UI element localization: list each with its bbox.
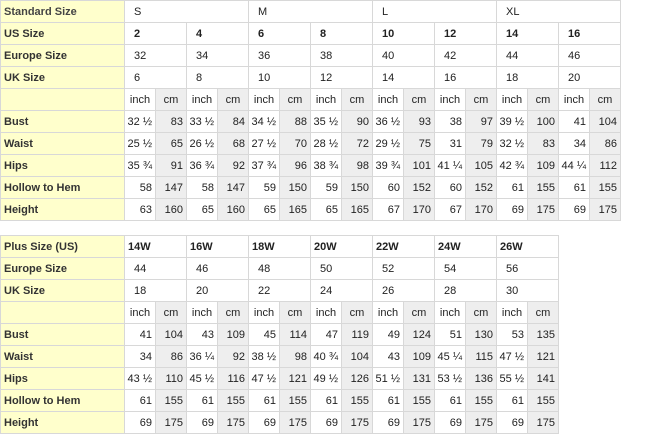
unit-cell: inch [311, 89, 342, 111]
europe-size-cell: 44 [497, 45, 559, 67]
waist-cell: 25 ½ [125, 133, 156, 155]
plus-size-title: Plus Size (US) [1, 236, 125, 258]
hips-cell: 37 ¾ [249, 155, 280, 177]
height-cell: 69 [311, 412, 342, 434]
hips-cell: 41 ¼ [435, 155, 466, 177]
hollow-cell: 61 [311, 390, 342, 412]
hips-cell: 109 [528, 155, 559, 177]
height-cell: 69 [559, 199, 590, 221]
hips-cell: 105 [466, 155, 497, 177]
uk-size-cell: 6 [125, 67, 187, 89]
height-cell: 67 [373, 199, 404, 221]
us-size-cell: 6 [249, 23, 311, 45]
waist-cell: 34 [125, 346, 156, 368]
plus-bust-row [1, 324, 559, 346]
waist-cell: 27 ½ [249, 133, 280, 155]
plus-europe-cell: 48 [249, 258, 311, 280]
plus-unit-row [1, 302, 559, 324]
waist-cell: 86 [590, 133, 621, 155]
bust-cell: 41 [559, 111, 590, 133]
hips-cell: 53 ½ [435, 368, 466, 390]
waist-cell: 32 ½ [497, 133, 528, 155]
bust-cell: 93 [404, 111, 435, 133]
waist-cell: 115 [466, 346, 497, 368]
europe-size-label: Europe Size [1, 45, 125, 67]
europe-size-cell: 40 [373, 45, 435, 67]
uk-size-cell: 14 [373, 67, 435, 89]
bust-cell: 41 [125, 324, 156, 346]
hips-row [1, 155, 621, 177]
unit-cell: inch [373, 89, 404, 111]
hips-label: Hips [1, 155, 125, 177]
us-size-cell: 16 [559, 23, 621, 45]
uk-size-cell: 16 [435, 67, 497, 89]
bust-cell: 97 [466, 111, 497, 133]
waist-cell: 92 [218, 346, 249, 368]
plus-hollow-to-hem-label: Hollow to Hem [1, 390, 125, 412]
letter-size-s: S [125, 1, 249, 23]
plus-size-cell: 14W [125, 236, 187, 258]
uk-size-row [1, 67, 621, 89]
bust-cell: 119 [342, 324, 373, 346]
plus-size-cell: 22W [373, 236, 435, 258]
uk-size-cell: 20 [559, 67, 621, 89]
waist-cell: 26 ½ [187, 133, 218, 155]
hips-cell: 96 [280, 155, 311, 177]
europe-size-cell: 46 [559, 45, 621, 67]
letter-size-m: M [249, 1, 373, 23]
unit-row [1, 89, 621, 111]
height-cell: 175 [280, 412, 311, 434]
hips-cell: 43 ½ [125, 368, 156, 390]
us-size-cell: 14 [497, 23, 559, 45]
hips-cell: 55 ½ [497, 368, 528, 390]
height-cell: 175 [218, 412, 249, 434]
bust-cell: 53 [497, 324, 528, 346]
waist-cell: 68 [218, 133, 249, 155]
plus-size-cell: 18W [249, 236, 311, 258]
europe-size-row [1, 45, 621, 67]
height-cell: 65 [249, 199, 280, 221]
plus-europe-cell: 44 [125, 258, 187, 280]
hollow-cell: 155 [404, 390, 435, 412]
hips-cell: 92 [218, 155, 249, 177]
height-cell: 69 [373, 412, 404, 434]
height-cell: 165 [342, 199, 373, 221]
waist-cell: 31 [435, 133, 466, 155]
hollow-cell: 58 [125, 177, 156, 199]
height-cell: 170 [404, 199, 435, 221]
bust-cell: 124 [404, 324, 435, 346]
unit-cell: inch [435, 302, 466, 324]
unit-cell: cm [528, 89, 559, 111]
plus-europe-size-label: Europe Size [1, 258, 125, 280]
unit-cell: cm [218, 302, 249, 324]
hips-cell: 38 ¾ [311, 155, 342, 177]
hollow-cell: 155 [218, 390, 249, 412]
hollow-cell: 59 [311, 177, 342, 199]
us-size-row [1, 23, 621, 45]
uk-size-cell: 10 [249, 67, 311, 89]
plus-size-table [0, 235, 559, 434]
waist-cell: 104 [342, 346, 373, 368]
hollow-cell: 155 [466, 390, 497, 412]
height-cell: 165 [280, 199, 311, 221]
plus-size-cell: 16W [187, 236, 249, 258]
plus-hips-label: Hips [1, 368, 125, 390]
hollow-cell: 61 [249, 390, 280, 412]
bust-cell: 114 [280, 324, 311, 346]
plus-height-row [1, 412, 559, 434]
hips-cell: 47 ½ [249, 368, 280, 390]
waist-cell: 79 [466, 133, 497, 155]
hips-cell: 126 [342, 368, 373, 390]
waist-cell: 28 ½ [311, 133, 342, 155]
bust-row [1, 111, 621, 133]
waist-label: Waist [1, 133, 125, 155]
height-cell: 175 [590, 199, 621, 221]
plus-uk-cell: 18 [125, 280, 187, 302]
hips-cell: 131 [404, 368, 435, 390]
bust-cell: 49 [373, 324, 404, 346]
height-cell: 69 [497, 199, 528, 221]
height-cell: 170 [466, 199, 497, 221]
hollow-cell: 61 [125, 390, 156, 412]
uk-size-cell: 18 [497, 67, 559, 89]
us-size-cell: 12 [435, 23, 497, 45]
plus-height-label: Height [1, 412, 125, 434]
height-cell: 69 [497, 412, 528, 434]
unit-cell: inch [435, 89, 466, 111]
hips-cell: 39 ¾ [373, 155, 404, 177]
bust-label: Bust [1, 111, 125, 133]
hips-cell: 35 ¾ [125, 155, 156, 177]
hollow-cell: 58 [187, 177, 218, 199]
waist-cell: 98 [280, 346, 311, 368]
uk-size-cell: 8 [187, 67, 249, 89]
waist-cell: 121 [528, 346, 559, 368]
bust-cell: 51 [435, 324, 466, 346]
unit-cell: cm [404, 89, 435, 111]
bust-cell: 135 [528, 324, 559, 346]
hips-cell: 112 [590, 155, 621, 177]
letter-size-row [1, 1, 621, 23]
plus-uk-cell: 30 [497, 280, 559, 302]
us-size-cell: 8 [311, 23, 373, 45]
waist-cell: 72 [342, 133, 373, 155]
hollow-cell: 59 [249, 177, 280, 199]
plus-uk-cell: 20 [187, 280, 249, 302]
hips-cell: 121 [280, 368, 311, 390]
standard-size-title: Standard Size [1, 1, 125, 23]
plus-size-header-row [1, 236, 559, 258]
unit-row-label [1, 89, 125, 111]
unit-cell: inch [187, 302, 218, 324]
waist-cell: 86 [156, 346, 187, 368]
hollow-cell: 150 [280, 177, 311, 199]
bust-cell: 47 [311, 324, 342, 346]
hollow-to-hem-label: Hollow to Hem [1, 177, 125, 199]
bust-cell: 32 ½ [125, 111, 156, 133]
height-cell: 175 [528, 199, 559, 221]
height-cell: 160 [156, 199, 187, 221]
unit-cell: inch [373, 302, 404, 324]
unit-cell: cm [404, 302, 435, 324]
bust-cell: 90 [342, 111, 373, 133]
europe-size-cell: 38 [311, 45, 373, 67]
hollow-to-hem-row [1, 177, 621, 199]
unit-cell: inch [249, 302, 280, 324]
plus-waist-row [1, 346, 559, 368]
plus-hips-row [1, 368, 559, 390]
unit-cell: cm [280, 302, 311, 324]
unit-cell: cm [218, 89, 249, 111]
unit-cell: cm [342, 89, 373, 111]
hips-cell: 98 [342, 155, 373, 177]
hollow-cell: 60 [435, 177, 466, 199]
bust-cell: 130 [466, 324, 497, 346]
plus-uk-cell: 26 [373, 280, 435, 302]
hollow-cell: 61 [435, 390, 466, 412]
us-size-cell: 10 [373, 23, 435, 45]
hips-cell: 42 ¾ [497, 155, 528, 177]
hips-cell: 136 [466, 368, 497, 390]
plus-uk-cell: 24 [311, 280, 373, 302]
us-size-cell: 2 [125, 23, 187, 45]
waist-cell: 75 [404, 133, 435, 155]
hips-cell: 91 [156, 155, 187, 177]
height-cell: 175 [466, 412, 497, 434]
height-cell: 175 [156, 412, 187, 434]
europe-size-cell: 36 [249, 45, 311, 67]
standard-size-table [0, 0, 621, 221]
bust-cell: 104 [590, 111, 621, 133]
height-label: Height [1, 199, 125, 221]
bust-cell: 36 ½ [373, 111, 404, 133]
unit-cell: inch [559, 89, 590, 111]
bust-cell: 104 [156, 324, 187, 346]
height-cell: 69 [249, 412, 280, 434]
unit-cell: cm [280, 89, 311, 111]
hips-cell: 51 ½ [373, 368, 404, 390]
height-row [1, 199, 621, 221]
plus-europe-cell: 52 [373, 258, 435, 280]
unit-cell: inch [311, 302, 342, 324]
waist-cell: 43 [373, 346, 404, 368]
unit-cell: cm [528, 302, 559, 324]
height-cell: 65 [311, 199, 342, 221]
us-size-cell: 4 [187, 23, 249, 45]
hollow-cell: 147 [218, 177, 249, 199]
hips-cell: 141 [528, 368, 559, 390]
bust-cell: 88 [280, 111, 311, 133]
plus-europe-size-row [1, 258, 559, 280]
bust-cell: 109 [218, 324, 249, 346]
letter-size-l: L [373, 1, 497, 23]
hips-cell: 36 ¾ [187, 155, 218, 177]
plus-uk-cell: 28 [435, 280, 497, 302]
bust-cell: 39 ½ [497, 111, 528, 133]
plus-europe-cell: 46 [187, 258, 249, 280]
unit-cell: cm [156, 89, 187, 111]
unit-cell: cm [156, 302, 187, 324]
unit-cell: inch [497, 302, 528, 324]
waist-row [1, 133, 621, 155]
bust-cell: 45 [249, 324, 280, 346]
hollow-cell: 155 [342, 390, 373, 412]
hips-cell: 116 [218, 368, 249, 390]
uk-size-label: UK Size [1, 67, 125, 89]
unit-cell: inch [187, 89, 218, 111]
hollow-cell: 155 [280, 390, 311, 412]
unit-cell: inch [497, 89, 528, 111]
us-size-label: US Size [1, 23, 125, 45]
plus-uk-size-label: UK Size [1, 280, 125, 302]
europe-size-cell: 34 [187, 45, 249, 67]
uk-size-cell: 12 [311, 67, 373, 89]
plus-bust-label: Bust [1, 324, 125, 346]
hollow-cell: 155 [590, 177, 621, 199]
unit-cell: cm [466, 89, 497, 111]
hollow-cell: 147 [156, 177, 187, 199]
bust-cell: 34 ½ [249, 111, 280, 133]
waist-cell: 83 [528, 133, 559, 155]
plus-size-cell: 26W [497, 236, 559, 258]
hips-cell: 101 [404, 155, 435, 177]
hollow-cell: 60 [373, 177, 404, 199]
hips-cell: 44 ¼ [559, 155, 590, 177]
plus-uk-cell: 22 [249, 280, 311, 302]
bust-cell: 84 [218, 111, 249, 133]
hips-cell: 110 [156, 368, 187, 390]
waist-cell: 36 ¼ [187, 346, 218, 368]
plus-europe-cell: 56 [497, 258, 559, 280]
bust-cell: 43 [187, 324, 218, 346]
plus-hollow-to-hem-row [1, 390, 559, 412]
unit-cell: cm [342, 302, 373, 324]
waist-cell: 38 ½ [249, 346, 280, 368]
height-cell: 69 [435, 412, 466, 434]
hollow-cell: 155 [528, 177, 559, 199]
bust-cell: 100 [528, 111, 559, 133]
height-cell: 160 [218, 199, 249, 221]
hollow-cell: 61 [497, 390, 528, 412]
waist-cell: 65 [156, 133, 187, 155]
waist-cell: 109 [404, 346, 435, 368]
bust-cell: 38 [435, 111, 466, 133]
height-cell: 67 [435, 199, 466, 221]
waist-cell: 29 ½ [373, 133, 404, 155]
unit-cell: inch [249, 89, 280, 111]
plus-uk-size-row [1, 280, 559, 302]
plus-europe-cell: 54 [435, 258, 497, 280]
waist-cell: 47 ½ [497, 346, 528, 368]
height-cell: 175 [342, 412, 373, 434]
bust-cell: 35 ½ [311, 111, 342, 133]
plus-size-cell: 20W [311, 236, 373, 258]
hollow-cell: 150 [342, 177, 373, 199]
hips-cell: 45 ½ [187, 368, 218, 390]
plus-europe-cell: 50 [311, 258, 373, 280]
hollow-cell: 152 [404, 177, 435, 199]
bust-cell: 83 [156, 111, 187, 133]
plus-unit-row-label [1, 302, 125, 324]
waist-cell: 34 [559, 133, 590, 155]
height-cell: 63 [125, 199, 156, 221]
hollow-cell: 152 [466, 177, 497, 199]
europe-size-cell: 32 [125, 45, 187, 67]
letter-size-xl: XL [497, 1, 621, 23]
unit-cell: inch [125, 302, 156, 324]
unit-cell: inch [125, 89, 156, 111]
hollow-cell: 61 [187, 390, 218, 412]
hollow-cell: 155 [528, 390, 559, 412]
bust-cell: 33 ½ [187, 111, 218, 133]
hollow-cell: 61 [559, 177, 590, 199]
hollow-cell: 61 [497, 177, 528, 199]
height-cell: 175 [528, 412, 559, 434]
waist-cell: 45 ¼ [435, 346, 466, 368]
height-cell: 175 [404, 412, 435, 434]
plus-waist-label: Waist [1, 346, 125, 368]
unit-cell: cm [466, 302, 497, 324]
hips-cell: 49 ½ [311, 368, 342, 390]
height-cell: 69 [125, 412, 156, 434]
waist-cell: 70 [280, 133, 311, 155]
height-cell: 65 [187, 199, 218, 221]
unit-cell: cm [590, 89, 621, 111]
hollow-cell: 61 [373, 390, 404, 412]
hollow-cell: 155 [156, 390, 187, 412]
height-cell: 69 [187, 412, 218, 434]
plus-size-cell: 24W [435, 236, 497, 258]
waist-cell: 40 ¾ [311, 346, 342, 368]
europe-size-cell: 42 [435, 45, 497, 67]
